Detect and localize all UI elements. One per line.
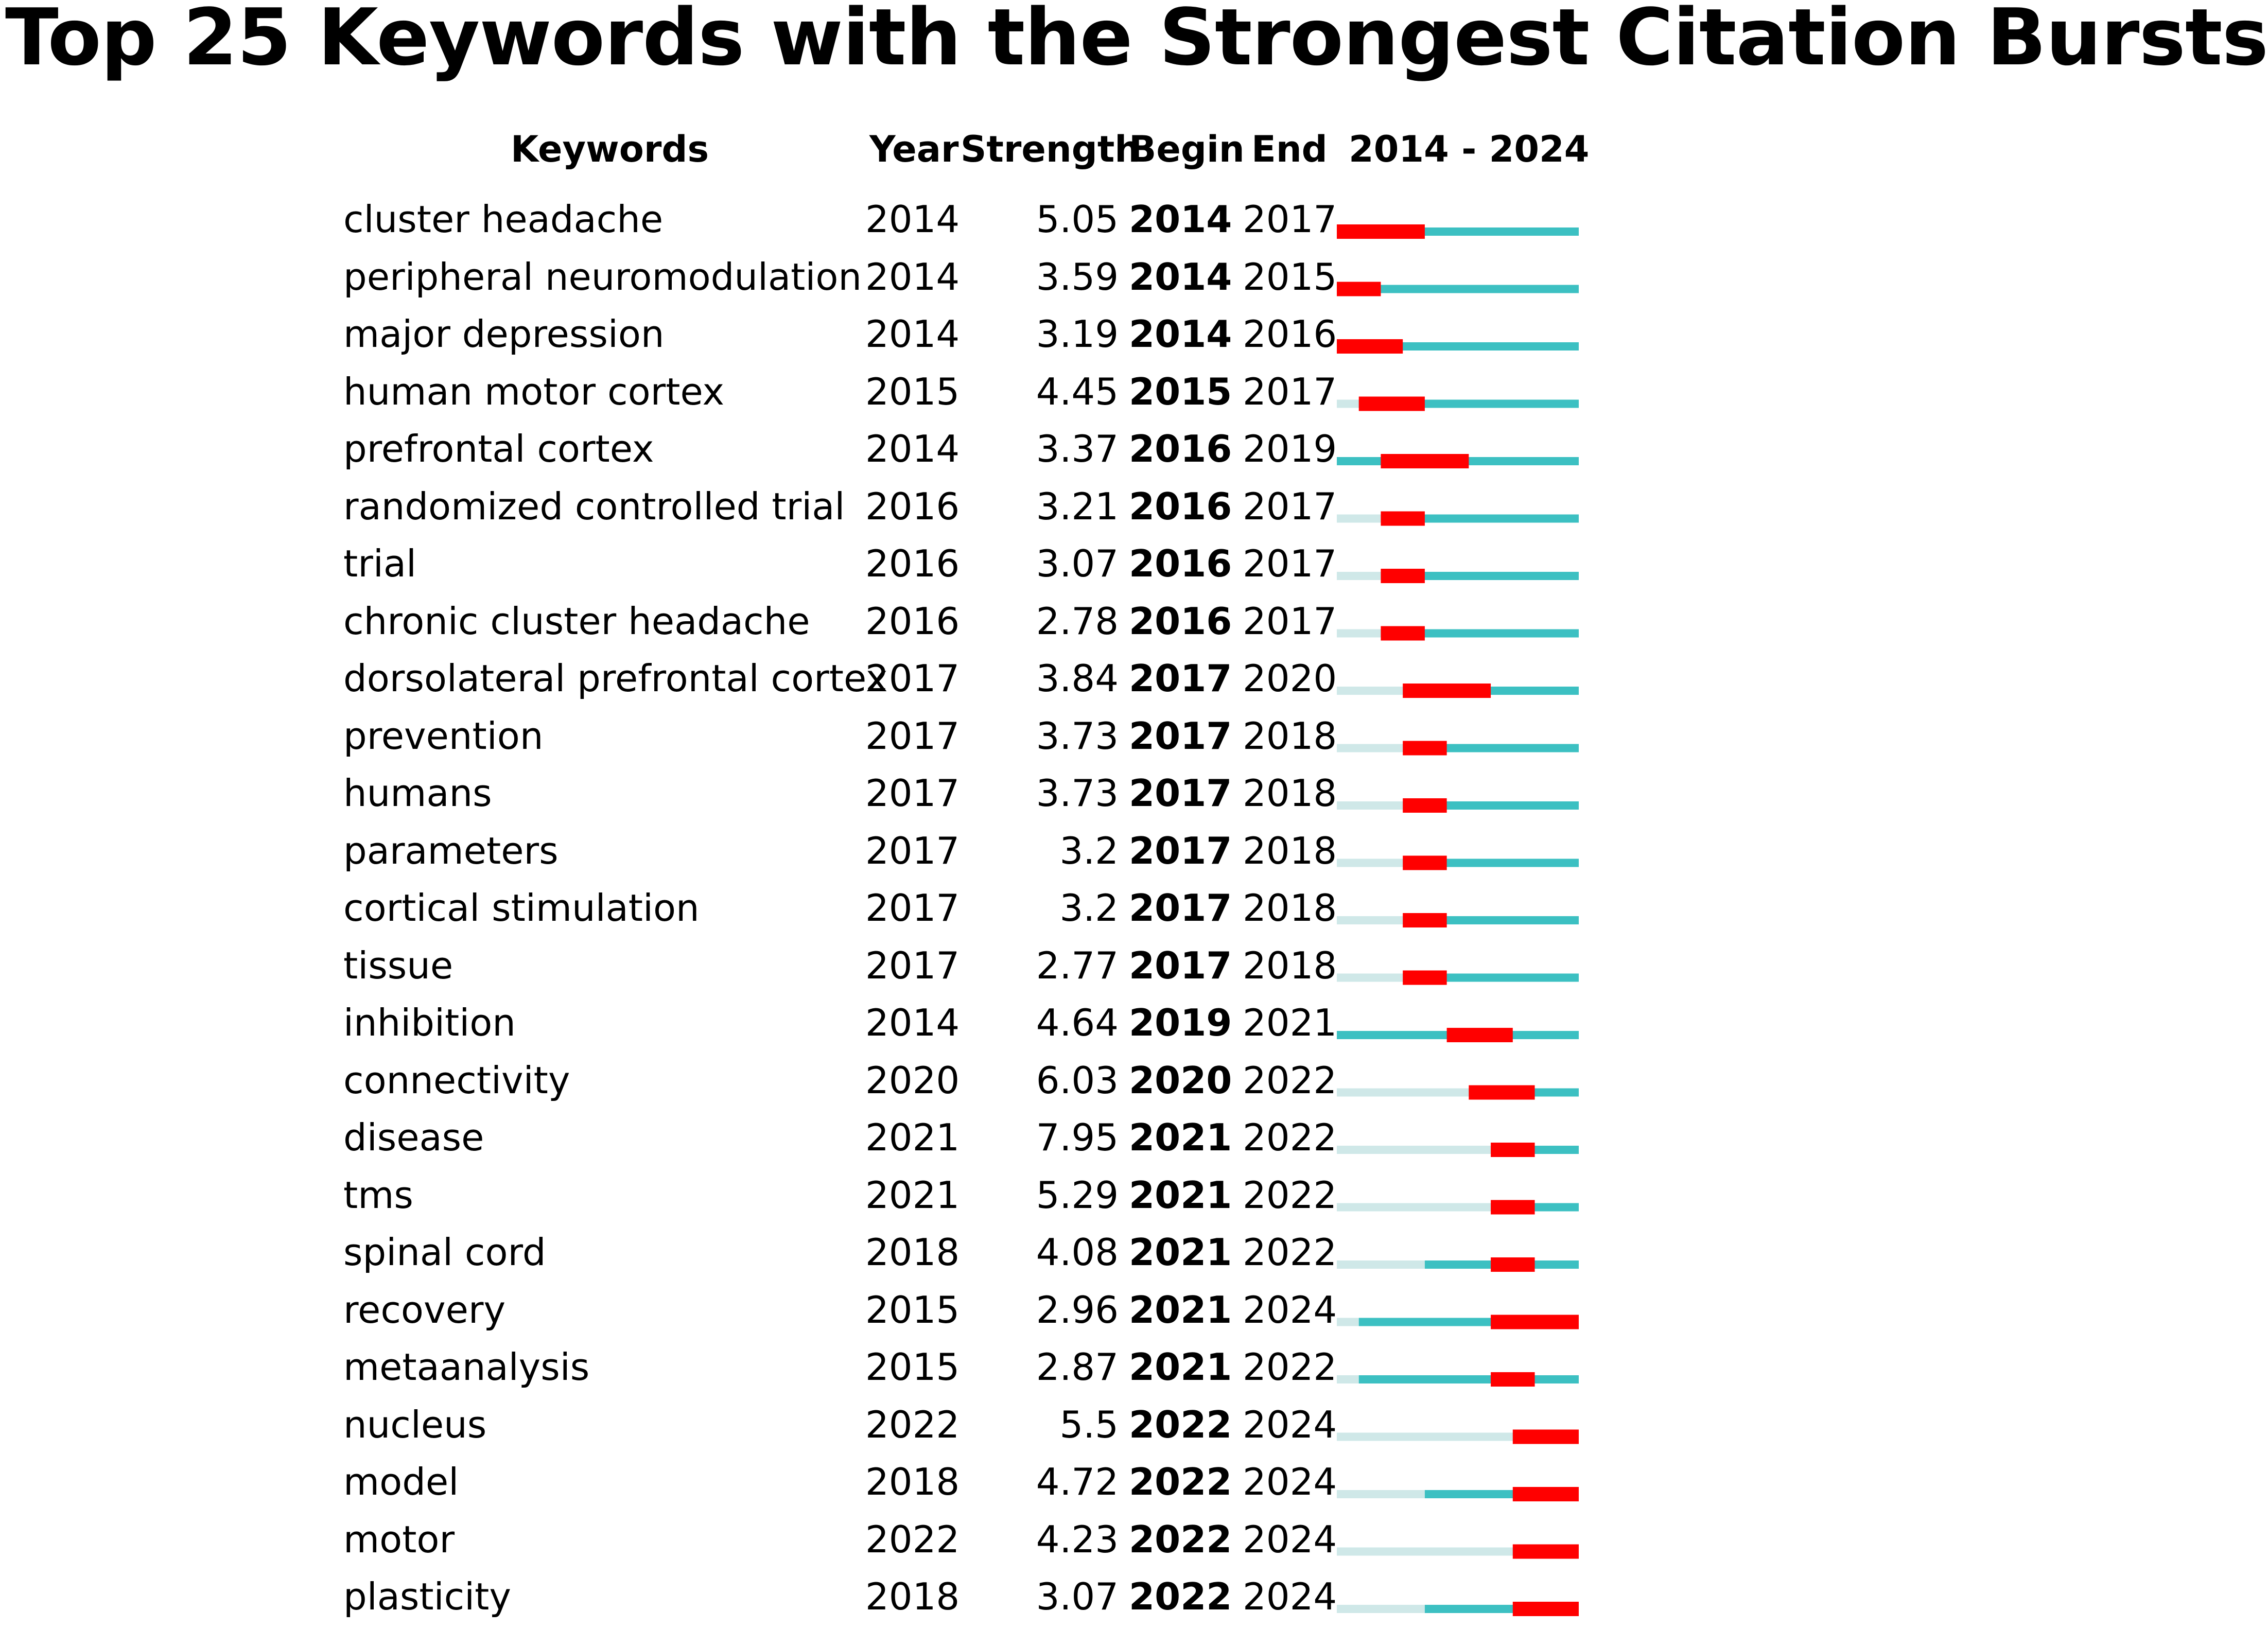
- begin-cell: 2017: [1129, 943, 1232, 987]
- inactive-segment: [1337, 515, 1381, 523]
- year-cell: 2021: [865, 1173, 960, 1217]
- inactive-segment: [1337, 859, 1403, 867]
- begin-cell: 2014: [1129, 198, 1232, 241]
- year-cell: 2018: [865, 1575, 960, 1618]
- begin-cell: 2017: [1129, 829, 1232, 872]
- end-cell: 2024: [1243, 1288, 1337, 1332]
- keyword-cell: spinal cord: [343, 1231, 546, 1274]
- strength-cell: 4.08: [1036, 1231, 1119, 1274]
- end-cell: 2024: [1243, 1460, 1337, 1503]
- inactive-segment: [1337, 1548, 1513, 1556]
- strength-cell: 3.2: [1059, 886, 1119, 930]
- strength-cell: 3.07: [1036, 1575, 1119, 1618]
- header-timeline: 2014 - 2024: [1349, 128, 1590, 170]
- keyword-cell: peripheral neuromodulation: [343, 255, 862, 299]
- keyword-cell: plasticity: [343, 1575, 512, 1618]
- burst-bar: [1403, 798, 1446, 813]
- begin-cell: 2014: [1129, 312, 1232, 356]
- inactive-segment: [1337, 400, 1359, 408]
- strength-cell: 2.77: [1036, 943, 1119, 987]
- burst-bar: [1403, 913, 1446, 927]
- burst-bar: [1381, 569, 1424, 583]
- keyword-cell: disease: [343, 1116, 484, 1159]
- burst-bar: [1513, 1430, 1579, 1444]
- inactive-segment: [1337, 1605, 1425, 1613]
- header-begin: Begin: [1129, 128, 1245, 170]
- inactive-segment: [1337, 1146, 1491, 1154]
- year-cell: 2017: [865, 657, 960, 700]
- keyword-cell: human motor cortex: [343, 370, 725, 413]
- begin-cell: 2015: [1129, 370, 1232, 413]
- inactive-segment: [1337, 1260, 1425, 1269]
- end-cell: 2017: [1243, 542, 1337, 585]
- strength-cell: 3.73: [1036, 772, 1119, 815]
- header-year: Year: [869, 128, 959, 170]
- strength-cell: 3.2: [1059, 829, 1119, 872]
- year-cell: 2022: [865, 1403, 960, 1446]
- strength-cell: 3.37: [1036, 427, 1119, 470]
- burst-bar: [1337, 224, 1425, 239]
- year-cell: 2014: [865, 255, 960, 299]
- inactive-segment: [1337, 687, 1403, 695]
- keyword-cell: inhibition: [343, 1001, 516, 1044]
- header-keywords: Keywords: [511, 128, 709, 170]
- inactive-segment: [1337, 1318, 1359, 1326]
- end-cell: 2024: [1243, 1517, 1337, 1561]
- end-cell: 2022: [1243, 1173, 1337, 1217]
- strength-cell: 6.03: [1036, 1058, 1119, 1102]
- strength-cell: 2.78: [1036, 599, 1119, 643]
- strength-cell: 3.84: [1036, 657, 1119, 700]
- end-cell: 2016: [1243, 312, 1337, 356]
- keyword-cell: chronic cluster headache: [343, 599, 810, 643]
- end-cell: 2017: [1243, 484, 1337, 528]
- begin-cell: 2021: [1129, 1116, 1232, 1159]
- burst-bar: [1513, 1487, 1579, 1501]
- end-cell: 2022: [1243, 1058, 1337, 1102]
- year-cell: 2017: [865, 886, 960, 930]
- inactive-segment: [1337, 1203, 1491, 1212]
- inactive-segment: [1337, 572, 1381, 580]
- begin-cell: 2016: [1129, 542, 1232, 585]
- strength-cell: 3.21: [1036, 484, 1119, 528]
- year-cell: 2018: [865, 1231, 960, 1274]
- keyword-cell: parameters: [343, 829, 559, 872]
- end-cell: 2018: [1243, 829, 1337, 872]
- end-cell: 2024: [1243, 1403, 1337, 1446]
- end-cell: 2020: [1243, 657, 1337, 700]
- burst-bar: [1381, 626, 1424, 641]
- burst-bar: [1403, 684, 1491, 698]
- inactive-segment: [1337, 629, 1381, 638]
- begin-cell: 2014: [1129, 255, 1232, 299]
- begin-cell: 2016: [1129, 427, 1232, 470]
- year-cell: 2017: [865, 772, 960, 815]
- begin-cell: 2022: [1129, 1517, 1232, 1561]
- year-cell: 2015: [865, 1345, 960, 1389]
- burst-bar: [1403, 971, 1446, 985]
- end-cell: 2018: [1243, 714, 1337, 758]
- burst-bar: [1447, 1028, 1513, 1042]
- burst-bar: [1469, 1085, 1534, 1100]
- strength-cell: 4.64: [1036, 1001, 1119, 1044]
- strength-cell: 5.5: [1059, 1403, 1119, 1446]
- strength-cell: 2.87: [1036, 1345, 1119, 1389]
- burst-bar: [1491, 1257, 1534, 1272]
- strength-cell: 4.45: [1036, 370, 1119, 413]
- inactive-segment: [1337, 916, 1403, 924]
- strength-cell: 5.05: [1036, 198, 1119, 241]
- strength-cell: 3.73: [1036, 714, 1119, 758]
- year-cell: 2014: [865, 198, 960, 241]
- strength-cell: 3.59: [1036, 255, 1119, 299]
- begin-cell: 2017: [1129, 714, 1232, 758]
- burst-bar: [1337, 282, 1381, 296]
- year-cell: 2016: [865, 484, 960, 528]
- strength-cell: 3.07: [1036, 542, 1119, 585]
- keyword-cell: cluster headache: [343, 198, 664, 241]
- burst-bar: [1403, 856, 1446, 870]
- burst-bar: [1491, 1372, 1534, 1387]
- header-end: End: [1251, 128, 1328, 170]
- keyword-cell: prevention: [343, 714, 544, 758]
- keyword-cell: dorsolateral prefrontal cortex: [343, 657, 888, 700]
- strength-cell: 3.19: [1036, 312, 1119, 356]
- active-segment: [1359, 1375, 1579, 1383]
- end-cell: 2019: [1243, 427, 1337, 470]
- keyword-cell: humans: [343, 772, 492, 815]
- end-cell: 2022: [1243, 1345, 1337, 1389]
- end-cell: 2022: [1243, 1231, 1337, 1274]
- begin-cell: 2021: [1129, 1345, 1232, 1389]
- begin-cell: 2020: [1129, 1058, 1232, 1102]
- year-cell: 2022: [865, 1517, 960, 1561]
- keyword-cell: major depression: [343, 312, 665, 356]
- end-cell: 2017: [1243, 198, 1337, 241]
- burst-bar: [1337, 339, 1403, 354]
- year-cell: 2016: [865, 599, 960, 643]
- year-cell: 2016: [865, 542, 960, 585]
- inactive-segment: [1337, 801, 1403, 810]
- strength-cell: 4.23: [1036, 1517, 1119, 1561]
- year-cell: 2017: [865, 829, 960, 872]
- burst-bar: [1491, 1143, 1534, 1157]
- end-cell: 2022: [1243, 1116, 1337, 1159]
- header-strength: Strength: [961, 128, 1141, 170]
- inactive-segment: [1337, 1433, 1513, 1441]
- strength-cell: 2.96: [1036, 1288, 1119, 1332]
- end-cell: 2018: [1243, 886, 1337, 930]
- begin-cell: 2022: [1129, 1575, 1232, 1618]
- year-cell: 2017: [865, 943, 960, 987]
- begin-cell: 2022: [1129, 1403, 1232, 1446]
- year-cell: 2015: [865, 1288, 960, 1332]
- keyword-cell: metaanalysis: [343, 1345, 590, 1389]
- burst-bar: [1381, 512, 1424, 526]
- strength-cell: 4.72: [1036, 1460, 1119, 1503]
- inactive-segment: [1337, 744, 1403, 752]
- end-cell: 2017: [1243, 599, 1337, 643]
- begin-cell: 2021: [1129, 1288, 1232, 1332]
- year-cell: 2014: [865, 1001, 960, 1044]
- begin-cell: 2016: [1129, 599, 1232, 643]
- year-cell: 2014: [865, 312, 960, 356]
- begin-cell: 2016: [1129, 484, 1232, 528]
- burst-bar: [1491, 1315, 1579, 1329]
- keyword-cell: randomized controlled trial: [343, 484, 845, 528]
- end-cell: 2015: [1243, 255, 1337, 299]
- chart-title: Top 25 Keywords with the Strongest Citation Bursts: [5, 0, 2268, 83]
- inactive-segment: [1337, 974, 1403, 982]
- inactive-segment: [1337, 1089, 1469, 1097]
- keyword-cell: tissue: [343, 943, 453, 987]
- keyword-cell: motor: [343, 1517, 455, 1561]
- end-cell: 2021: [1243, 1001, 1337, 1044]
- keyword-cell: tms: [343, 1173, 413, 1217]
- inactive-segment: [1337, 1490, 1425, 1498]
- keyword-cell: prefrontal cortex: [343, 427, 654, 470]
- inactive-segment: [1337, 1375, 1359, 1383]
- begin-cell: 2021: [1129, 1173, 1232, 1217]
- begin-cell: 2017: [1129, 886, 1232, 930]
- begin-cell: 2021: [1129, 1231, 1232, 1274]
- begin-cell: 2017: [1129, 772, 1232, 815]
- burst-bar: [1513, 1545, 1579, 1559]
- burst-bar: [1513, 1602, 1579, 1616]
- year-cell: 2015: [865, 370, 960, 413]
- year-cell: 2020: [865, 1058, 960, 1102]
- begin-cell: 2017: [1129, 657, 1232, 700]
- end-cell: 2018: [1243, 943, 1337, 987]
- burst-bar: [1491, 1200, 1534, 1215]
- strength-cell: 5.29: [1036, 1173, 1119, 1217]
- burst-bar: [1381, 454, 1469, 468]
- year-cell: 2018: [865, 1460, 960, 1503]
- keyword-cell: cortical stimulation: [343, 886, 700, 930]
- year-cell: 2014: [865, 427, 960, 470]
- end-cell: 2024: [1243, 1575, 1337, 1618]
- keyword-cell: recovery: [343, 1288, 506, 1332]
- keyword-cell: trial: [343, 542, 416, 585]
- year-cell: 2017: [865, 714, 960, 758]
- burst-bar: [1403, 741, 1446, 756]
- keyword-cell: connectivity: [343, 1058, 570, 1102]
- end-cell: 2018: [1243, 772, 1337, 815]
- keyword-cell: nucleus: [343, 1403, 487, 1446]
- begin-cell: 2022: [1129, 1460, 1232, 1503]
- strength-cell: 7.95: [1036, 1116, 1119, 1159]
- burst-bar: [1359, 397, 1425, 411]
- year-cell: 2021: [865, 1116, 960, 1159]
- end-cell: 2017: [1243, 370, 1337, 413]
- keyword-cell: model: [343, 1460, 459, 1503]
- begin-cell: 2019: [1129, 1001, 1232, 1044]
